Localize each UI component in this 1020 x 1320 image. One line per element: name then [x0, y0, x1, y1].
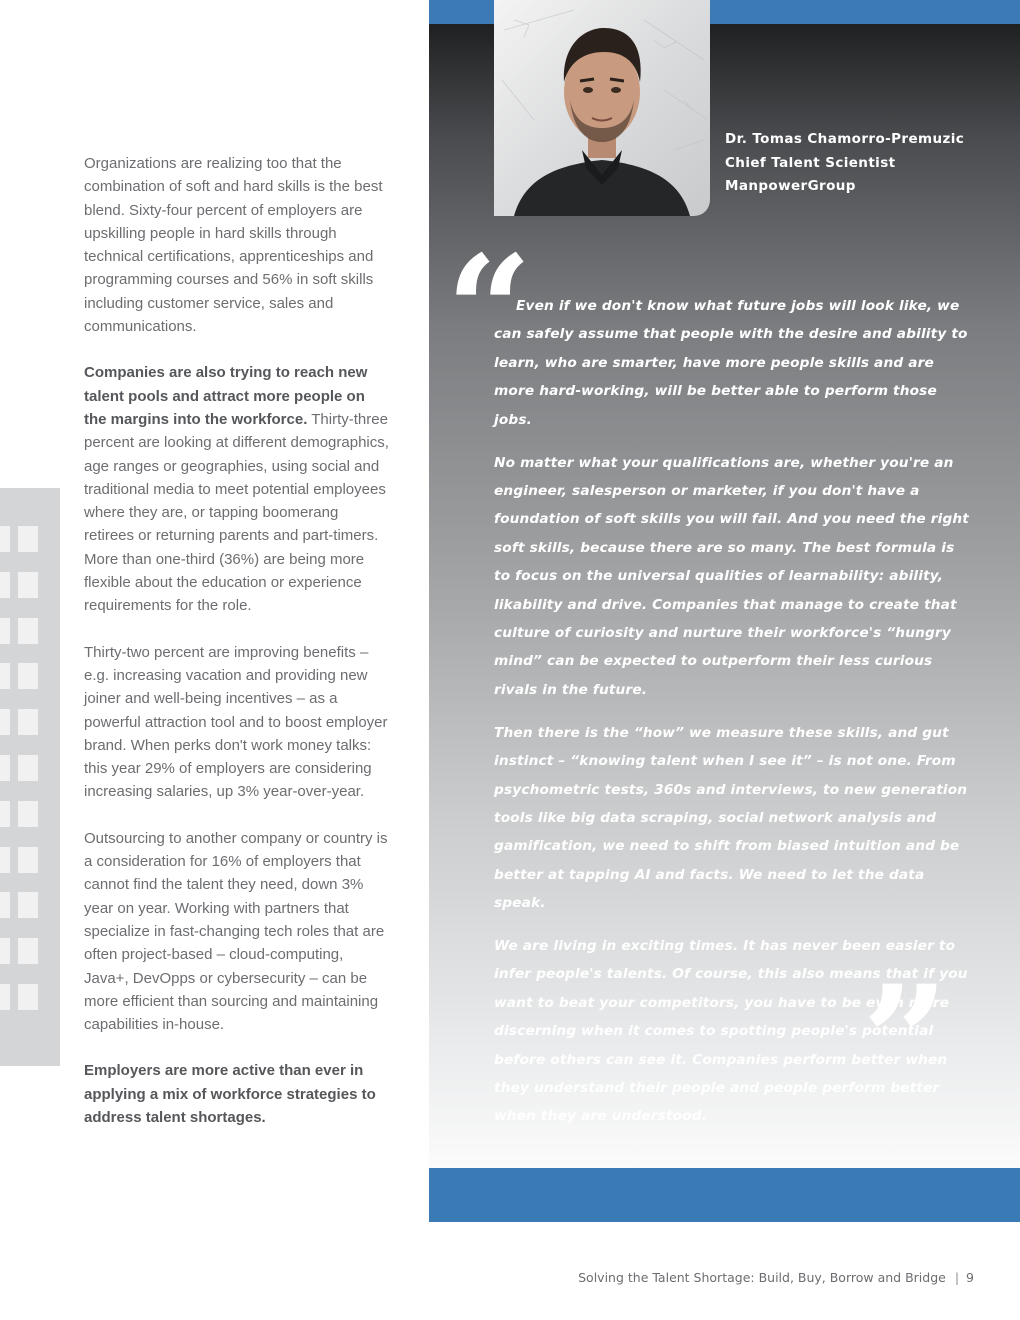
body-column: [84, 152, 389, 1152]
building-window: [18, 847, 38, 873]
footer-title: Solving the Talent Shortage: Build, Buy, Borrow and Bridge: [578, 1270, 946, 1285]
quote-paragraph-4: We are living in exciting times. It has never been easier to infer people's talents. Of course, this also means that if you want to beat your competitors, you have to be even more discerning when it comes to spotting people's potential before others can see it. Companies perform better when they understand their people and people perform better when they are understood.: [494, 938, 968, 1125]
building-window: [0, 938, 10, 964]
building-window: [18, 984, 38, 1010]
building-window: [18, 892, 38, 918]
speaker-info: [725, 128, 964, 199]
building-window: [0, 526, 10, 552]
paragraph-talent-pools: [84, 361, 389, 617]
building-window: [18, 755, 38, 781]
building-window: [0, 618, 10, 644]
talent-pools-text: Thirty-three percent are looking at different demographics, age ranges or geographies, using social and traditional media to meet potential employees where they are, or tapping boomerang retirees or returning parents and part-timers. More than one-third (36%) are being more flexible about the education or experience requirements for the role.: [84, 410, 389, 615]
building-window: [18, 618, 38, 644]
building-window: [0, 709, 10, 735]
paragraph-conclusion: [84, 1059, 389, 1129]
building-illustration: [0, 488, 60, 1066]
page-footer: [578, 1270, 974, 1285]
building-window: [0, 801, 10, 827]
speaker-title: Chief Talent Scientist: [725, 154, 896, 171]
bottom-accent-bar: [429, 1168, 1020, 1222]
building-window: [18, 709, 38, 735]
building-window: [18, 801, 38, 827]
portrait-photo: [494, 0, 710, 216]
footer-separator: |: [954, 1270, 960, 1285]
paragraph-skills-blend: Organizations are realizing too that the combination of soft and hard skills is the best blend. Sixty-four percent of employers are upskilling people in hard skills through technical certifications, apprenticeships and programming courses and 56% in soft skills including customer service, sales and communications.: [84, 155, 383, 336]
quote-paragraph-3: Then there is the “how” we measure these skills, and gut instinct – “knowing talent when I see it” – is not one. From psychometric tests, 360s and interviews, to new generation tools like big data scraping, social network analysis and gamification, we need to shift from biased intuition and be better at tapping AI and facts. We need to let the data speak.: [494, 724, 968, 912]
speaker-company: ManpowerGroup: [725, 178, 856, 194]
talent-pools-lead: Companies are also trying to reach new talent pools and attract more people on the margins into the workforce.: [84, 364, 368, 428]
paragraph-benefits: Thirty-two percent are improving benefits – e.g. increasing vacation and providing new joiner and well-being incentives – as a powerful attraction tool and to boost employer brand. When perks don't work money talks: this year 29% of employers are considering increasing salaries, up 3% year-over-year.: [84, 643, 388, 801]
close-quote-mark: ”: [862, 953, 949, 1129]
conclusion-bold: Employers are more active than ever in applying a mix of workforce strategies to address talent shortages.: [84, 1062, 376, 1126]
open-quote-mark: “: [446, 223, 533, 399]
speaker-name: Dr. Tomas Chamorro-Premuzic: [725, 131, 965, 147]
building-window: [18, 526, 38, 552]
building-window: [18, 938, 38, 964]
building-window: [0, 892, 10, 918]
quote-paragraph-1: Even if we don't know what future jobs will look like, we can safely assume that people with the desire and ability to learn, who are smarter, have more people skills and are more hard-working, will be better able to perform those jobs.: [494, 298, 968, 428]
building-window: [18, 572, 38, 598]
quote-paragraph-2: No matter what your qualifications are, whether you're an engineer, salesperson or marketer, if you don't have a foundation of soft skills you will fail. And you need the right soft skills, because there are so many. The best formula is to focus on the universal qualities of learnability: ability, likability and drive. Companies that manage to create that culture of curiosity and nurture their workforce's “hungry mind” can be expected to outperform their less curious rivals in the future.: [494, 454, 969, 698]
building-window: [0, 984, 10, 1010]
building-window: [18, 663, 38, 689]
portrait-illustration: [494, 0, 710, 216]
page-number: 9: [966, 1270, 974, 1285]
building-window: [0, 572, 10, 598]
paragraph-outsourcing: Outsourcing to another company or country is a consideration for 16% of employers that cannot find the talent they need, down 3% year on year. Working with partners that specialize in fast-changing tech roles that are often project-based – cloud-computing, Java+, DevOpps or cybersecurity – can be more efficient than sourcing and maintaining capabilities in-house.: [84, 829, 388, 1034]
building-window: [0, 663, 10, 689]
building-window: [0, 847, 10, 873]
building-window: [0, 755, 10, 781]
